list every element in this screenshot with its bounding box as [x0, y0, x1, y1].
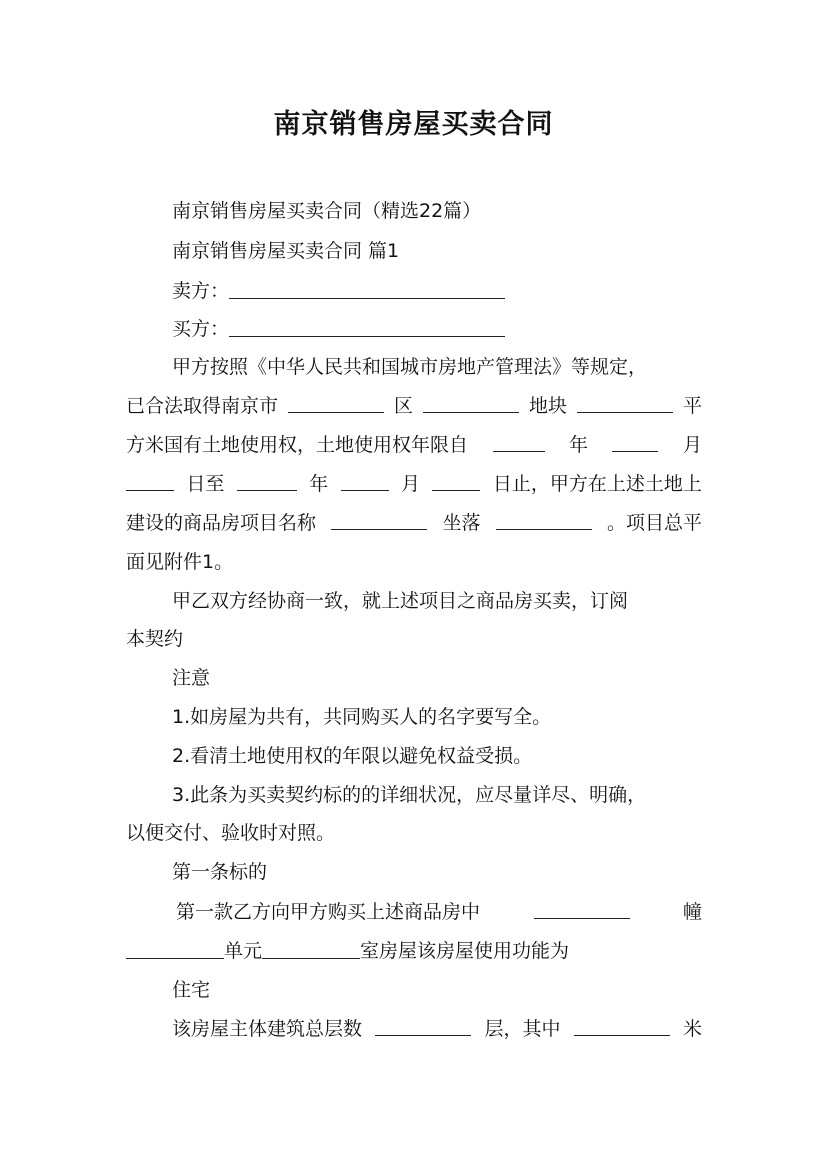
seller-line: [172, 279, 505, 303]
paragraph-line: 本契约: [126, 628, 184, 650]
text-segment: 日至: [186, 473, 225, 495]
location-blank[interactable]: [496, 511, 592, 530]
document-title: 南京销售房屋买卖合同: [273, 109, 554, 140]
text-segment: 已合法取得南京市: [126, 395, 279, 417]
text-segment: 建设的商品房项目名称: [126, 512, 317, 534]
text-segment: 日止，甲方在上述土地上: [492, 473, 702, 495]
text-segment: 第一款乙方向甲方购买上述商品房中: [176, 901, 481, 923]
text-segment: 。项目总平: [606, 512, 702, 534]
building-blank[interactable]: [534, 900, 630, 919]
paragraph-line: 甲乙双方经协商一致，就上述项目之商品房买卖，订阅: [172, 590, 629, 612]
city-blank[interactable]: [288, 394, 384, 413]
section-heading: 第一条标的: [172, 861, 268, 883]
text-segment: 米: [682, 1018, 702, 1040]
start-day-blank[interactable]: [126, 472, 174, 491]
end-day-blank[interactable]: [432, 472, 480, 491]
text-segment: 地块: [528, 395, 567, 417]
text-segment: 层，其中: [484, 1018, 561, 1040]
text-segment: 平: [682, 395, 702, 417]
note-item: 2.看清土地使用权的年限以避免权益受损。: [172, 745, 533, 767]
paragraph-line: [126, 433, 702, 457]
text-segment: 方米国有土地使用权，土地使用权年限自: [126, 434, 469, 456]
note-item: 3.此条为买卖契约标的的详细状况，应尽量详尽、明确，: [172, 784, 647, 806]
text-segment: 单元: [224, 940, 263, 962]
text-segment: 幢: [682, 901, 702, 923]
note-heading: 注意: [172, 667, 211, 689]
text-segment: 月: [682, 434, 702, 456]
paragraph-line: [176, 900, 702, 924]
note-item: 以便交付、验收时对照。: [126, 822, 336, 844]
district-blank[interactable]: [423, 394, 519, 413]
text-segment: 区: [393, 395, 413, 417]
text-segment: 坐落: [442, 512, 481, 534]
buyer-line: [172, 317, 505, 341]
paragraph-line: 面见附件1。: [126, 551, 234, 573]
paragraph-line: [126, 394, 702, 418]
text-segment: 年: [309, 473, 329, 495]
end-year-blank[interactable]: [237, 472, 297, 491]
room-blank[interactable]: [262, 940, 360, 959]
usage-text: 住宅: [172, 979, 211, 1001]
document-subtitle: 南京销售房屋买卖合同（精选22篇）: [172, 200, 482, 222]
seller-blank[interactable]: [229, 280, 505, 299]
unit-blank[interactable]: [126, 940, 224, 959]
buyer-blank[interactable]: [229, 318, 505, 337]
paragraph-line: [126, 511, 702, 535]
text-segment: 该房屋主体建筑总层数: [172, 1018, 363, 1040]
note-item: 1.如房屋为共有，共同购买人的名字要写全。: [172, 706, 552, 728]
paragraph-line: [126, 472, 702, 496]
seller-label: 卖方：: [172, 280, 230, 302]
plot-blank[interactable]: [577, 394, 673, 413]
height-blank[interactable]: [574, 1017, 670, 1036]
buyer-label: 买方：: [172, 318, 230, 340]
paragraph-line: [126, 939, 569, 963]
text-segment: 室房屋该房屋使用功能为: [360, 940, 570, 962]
start-month-blank[interactable]: [612, 433, 658, 452]
text-segment: 年: [568, 434, 588, 456]
total-floors-blank[interactable]: [375, 1017, 471, 1036]
paragraph-line: 甲方按照《中华人民共和国城市房地产管理法》等规定，: [172, 356, 648, 378]
text-segment: 月: [401, 473, 421, 495]
article-heading: 南京销售房屋买卖合同 篇1: [172, 240, 400, 262]
paragraph-line: [172, 1017, 702, 1041]
start-year-blank[interactable]: [493, 433, 545, 452]
project-name-blank[interactable]: [331, 511, 427, 530]
end-month-blank[interactable]: [341, 472, 389, 491]
